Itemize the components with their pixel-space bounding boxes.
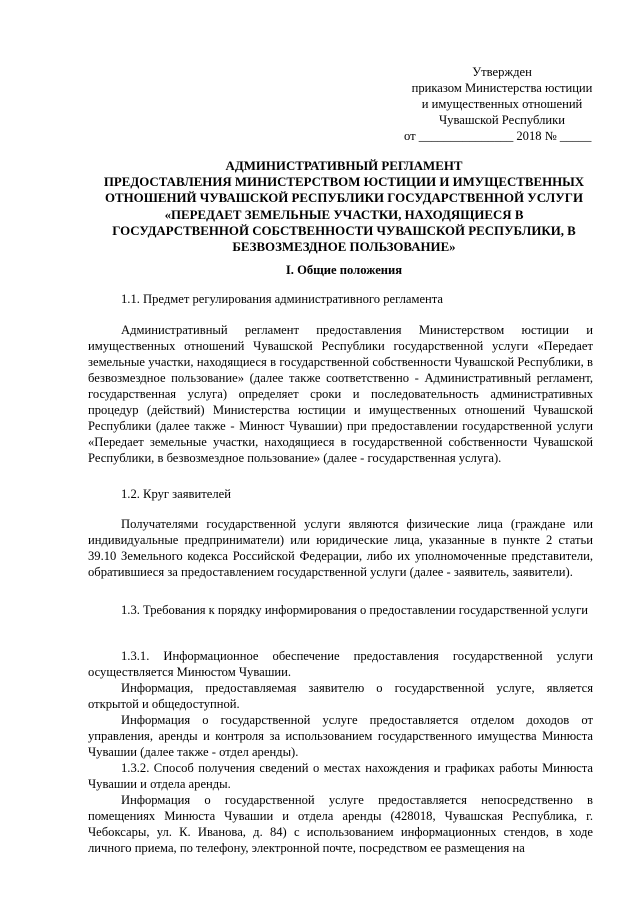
paragraph-applicants: Получателями государственной услуги являются физические лица (граждане или индивидуальные предприниматели) или юридические лица, указанные в пункте 2 статьи 39.10 Земельного кодекса Российской Федерации, либо их уполномоченные представители, обратившиеся за предоставлением государственной услуги (далее - заявитель, заявители). xyxy=(88,517,593,579)
paragraph-regulation-block xyxy=(88,322,593,466)
section-heading-general: I. Общие положения xyxy=(285,263,403,277)
title-line-6: БЕЗВОЗМЕЗДНОЕ ПОЛЬЗОВАНИЕ» xyxy=(232,240,456,255)
document-title xyxy=(88,158,600,255)
subheading-1-2-block xyxy=(88,486,593,502)
approval-line-relations: и имущественных отношений xyxy=(421,97,583,111)
paragraph-info-open: Информация, предоставляемая заявителю о государственной услуге, является открытой и общедоступной. xyxy=(88,681,593,711)
paragraphs-information-block xyxy=(88,648,593,856)
approval-line-republic: Чувашской Республики xyxy=(439,113,565,127)
approval-line-date: от _______________ 2018 № _____ xyxy=(404,129,592,143)
title-line-5: ГОСУДАРСТВЕННОЙ СОБСТВЕННОСТИ ЧУВАШСКОЙ РЕСПУБЛИКИ, В xyxy=(112,223,576,238)
paragraph-1-3-1: 1.3.1. Информационное обеспечение предоставления государственной услуги осуществляется Минюстом Чувашии. xyxy=(88,649,593,679)
subheading-1-1: 1.1. Предмет регулирования административного регламента xyxy=(121,292,444,306)
title-line-1: АДМИНИСТРАТИВНЫЙ РЕГЛАМЕНТ xyxy=(225,159,463,173)
title-line-3: ОТНОШЕНИЙ ЧУВАШСКОЙ РЕСПУБЛИКИ ГОСУДАРСТВЕННОЙ УСЛУГИ xyxy=(105,191,583,206)
subheading-1-3-block xyxy=(88,602,593,618)
subheading-1-3: 1.3. Требования к порядку информирования о предоставлении государственной услуги xyxy=(121,603,589,617)
paragraph-1-3-2: 1.3.2. Способ получения сведений о местах нахождения и графиках работы Минюста Чувашии и отдела аренды. xyxy=(88,761,593,791)
paragraph-info-department: Информация о государственной услуге предоставляется отделом доходов от управления, аренды и контроля за использованием государственного имущества Минюста Чувашии (далее также - отдел аренды). xyxy=(88,713,593,759)
title-line-2: ПРЕДОСТАВЛЕНИЯ МИНИСТЕРСТВОМ ЮСТИЦИИ И ИМУЩЕСТВЕННЫХ xyxy=(103,175,585,190)
paragraph-applicants-block xyxy=(88,516,593,580)
subheading-1-2: 1.2. Круг заявителей xyxy=(121,487,231,501)
approval-line-approved: Утвержден xyxy=(472,65,532,79)
subheading-1-1-block xyxy=(88,291,593,307)
paragraph-regulation: Административный регламент предоставления Министерством юстиции и имущественных отношений Чувашской Республики государственной услуги «Передает земельные участки, находящиеся в государственной собственности Чувашской Республики, в безвозмездное пользование» (далее также соответственно - Административный регламент, государственная услуга) определяет сроки и последовательность административных процедур (действий) Министерства юстиции и имущественных отношений Чувашской Республики (далее также - Минюст Чувашии) при предоставлении государственной услуги «Передает земельные участки, находящиеся в государственной собственности Чувашской Республики, в безвозмездное пользование» (далее - государственная услуга). xyxy=(88,323,593,465)
approval-line-order: приказом Министерства юстиции xyxy=(411,81,593,95)
approval-stamp xyxy=(404,64,600,144)
title-line-4: «ПЕРЕДАЕТ ЗЕМЕЛЬНЫЕ УЧАСТКИ, НАХОДЯЩИЕСЯ В xyxy=(164,207,524,222)
paragraph-info-premises: Информация о государственной услуге предоставляется непосредственно в помещениях Минюста Чувашии и отдела аренды (428018, Чувашская Республика, г. Чебоксары, ул. К. Иванова, д. 84) с использованием информационных стендов, в ходе личного приема, по телефону, электронной почте, посредством ее размещения на xyxy=(88,793,593,855)
